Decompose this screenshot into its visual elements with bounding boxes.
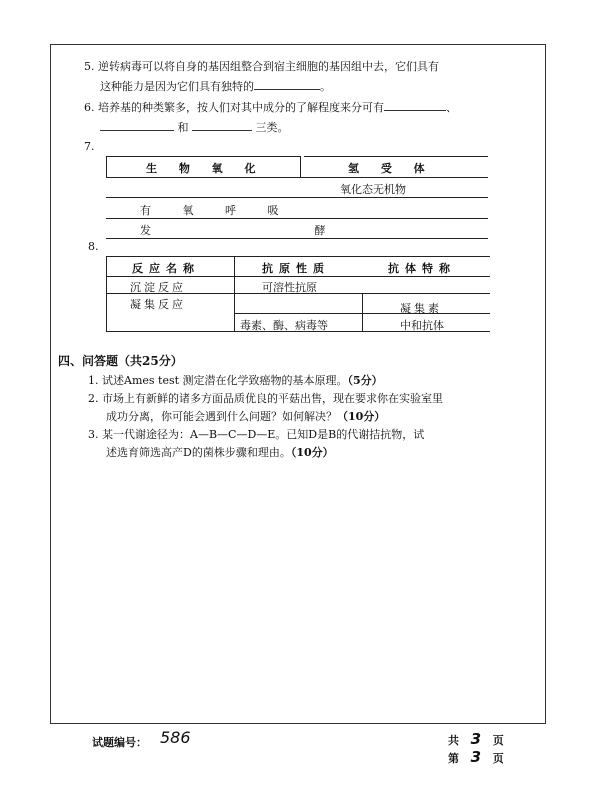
s4-q1 <box>88 372 383 388</box>
q6-blank-2[interactable] <box>100 119 174 131</box>
footer-page-prefix: 第 <box>448 752 459 765</box>
q7-header-left: 生 物 氧 化 <box>146 162 265 175</box>
s4-q1-text: 试述Ames test 测定潜在化学致癌物的基本原理。 <box>102 374 348 387</box>
q7-number: 7. <box>84 140 95 153</box>
q7-rule-top-left <box>106 156 300 157</box>
s4-q3-line1 <box>88 426 424 442</box>
q6-blank-1[interactable] <box>384 99 446 111</box>
footer-code <box>92 734 147 750</box>
q8-header-col3: 抗体特称 <box>388 262 456 275</box>
s4-q1-points: （5分） <box>347 374 383 387</box>
q7-rule-3 <box>106 218 488 219</box>
q8-row2-col3: 凝集素 <box>400 302 442 315</box>
q6-blank-3[interactable] <box>192 119 252 131</box>
footer-code-value: 586 <box>160 728 191 747</box>
q5-blank[interactable] <box>254 78 320 90</box>
q8-row3-col3: 中和抗体 <box>400 319 444 332</box>
s4-q2-line2 <box>106 408 385 424</box>
q8-row3-col2: 毒素、酶、病毒等 <box>240 319 328 332</box>
q8-vrule-col3 <box>362 293 363 331</box>
q7-row-left-2: 发 酵 <box>140 224 406 237</box>
q8-rule-bottom <box>106 331 490 332</box>
footer-total-value: 3 <box>470 730 482 748</box>
q7-rule-2 <box>106 197 488 198</box>
s4-q3-text-2: 述选育筛选高产D的菌株步骤和理由。 <box>106 446 291 459</box>
footer-total-prefix: 共 <box>448 734 459 747</box>
q8-row1-col2: 可溶性抗原 <box>262 281 317 294</box>
q8-rule-2 <box>106 293 490 294</box>
s4-q2-text-1: 市场上有新鲜的诸多方面品质优良的平菇出售，现在要求你在实验室里 <box>102 392 443 405</box>
q7-cell-right-1: 氧化态无机物 <box>340 183 406 196</box>
q5-number: 5. <box>84 60 95 73</box>
section4-title: 四、问答题（共25分） <box>58 354 183 368</box>
q6-end: 三类。 <box>255 121 289 134</box>
q7-vrule-mid <box>300 156 301 177</box>
footer-page-value: 3 <box>470 748 482 766</box>
q8-header-col2: 抗原性质 <box>262 262 330 275</box>
q8-rule-1 <box>106 276 490 277</box>
s4-q3-points: （10分） <box>290 446 334 459</box>
q5-line2 <box>100 78 331 94</box>
q7-rule-top-right <box>304 156 488 157</box>
q8-rule-3 <box>234 313 490 314</box>
footer-code-label: 试题编号： <box>92 736 147 749</box>
q8-rule-top <box>106 256 490 257</box>
q6-number: 6. <box>84 101 95 114</box>
q6-sep: 、 <box>446 101 457 114</box>
q7-rule-1 <box>106 177 488 178</box>
s4-q3-line2 <box>106 444 334 460</box>
q8-number: 8. <box>88 240 99 253</box>
footer-page <box>448 748 504 766</box>
s4-q1-number: 1. <box>88 374 99 387</box>
footer-total <box>448 730 504 748</box>
q5-line1 <box>84 58 439 74</box>
footer-page-suffix: 页 <box>492 752 504 765</box>
s4-q2-line1 <box>88 390 443 406</box>
q7-row-left-1: 有 氧 呼 吸 <box>140 204 293 217</box>
s4-q2-points: （10分） <box>337 410 386 423</box>
q7-header-right: 氢 受 体 <box>348 162 434 175</box>
q8-header-col1: 反应名称 <box>132 262 200 275</box>
q5-text-1: 逆转病毒可以将自身的基因组整合到宿主细胞的基因组中去，它们具有 <box>98 60 439 73</box>
q8-row1-col1: 沉淀反应 <box>130 281 186 294</box>
q5-text-2: 这种能力是因为它们具有独特的 <box>100 80 254 93</box>
s4-q2-text-2: 成功分离，你可能会遇到什么问题？如何解决？ <box>106 410 337 423</box>
s4-q2-number: 2. <box>88 392 99 405</box>
q7-vrule-left <box>106 156 107 177</box>
q6-line1 <box>84 99 457 115</box>
q6-text-1: 培养基的种类繁多，按人们对其中成分的了解程度来分可有 <box>98 101 384 114</box>
q6-line2 <box>100 119 289 135</box>
s4-q3-number: 3. <box>88 428 99 441</box>
q7-rule-4 <box>106 238 488 239</box>
footer-total-suffix: 页 <box>492 734 504 747</box>
q6-and: 和 <box>177 121 189 134</box>
q5-end: 。 <box>320 80 331 93</box>
q8-row2-col1: 凝集反应 <box>130 298 186 311</box>
s4-q3-text-1: 某一代谢途径为：A—B—C—D—E。已知D是B的代谢拮抗物，试 <box>102 428 425 441</box>
